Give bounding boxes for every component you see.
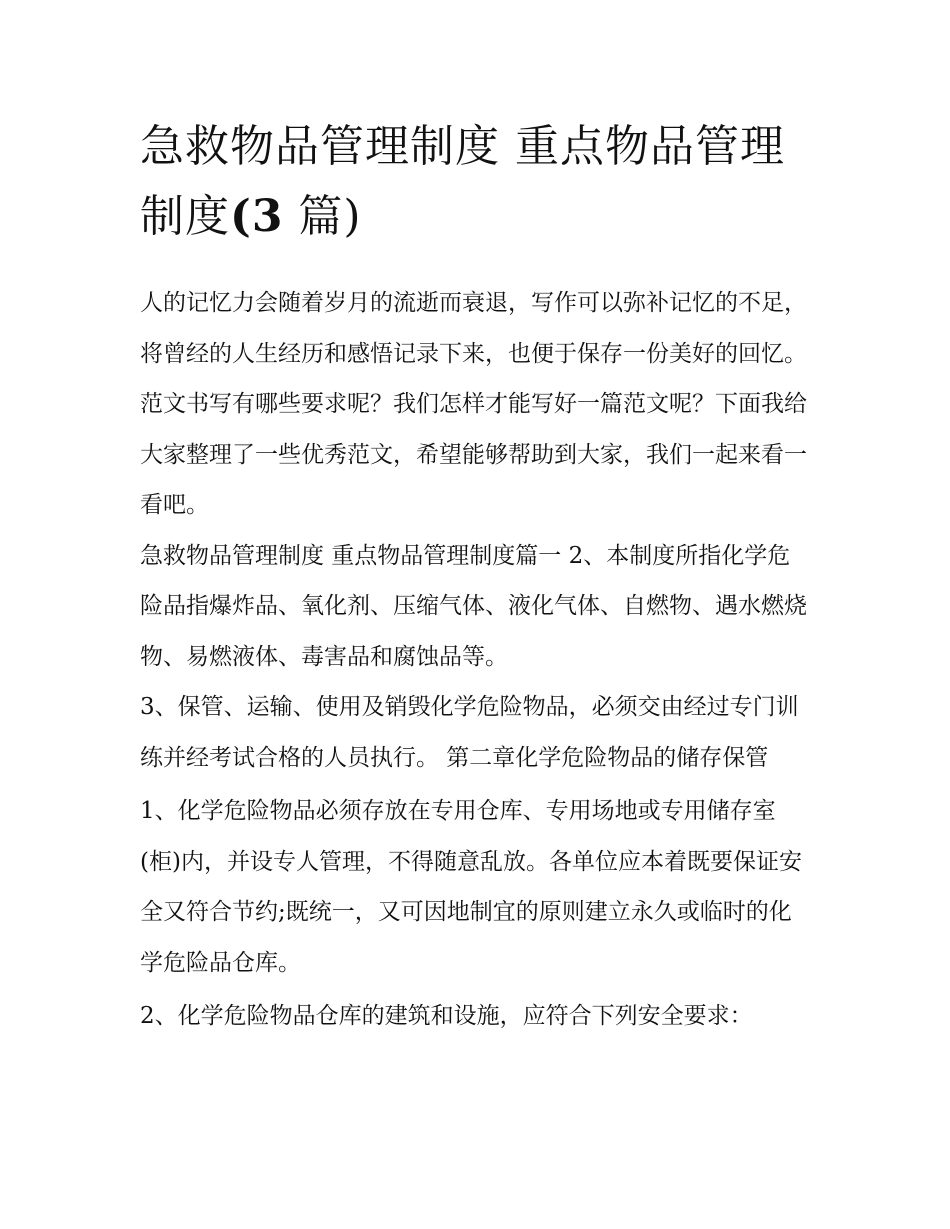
body-paragraph-3: 1、化学危险物品必须存放在专用仓库、专用场地或专用储存室(柜)内，并设专人管理，不得随意乱放。各单位应本着既要保证安全又符合节约;既统一，又可因地制宜的原则建立永久或临时的化学危险品仓库。 [140,798,802,976]
body-paragraph-2: 3、保管、运输、使用及销毁化学危险物品，必须交由经过专门训练并经考试合格的人员执行。 第二章化学危险物品的储存保管 [140,694,799,771]
document-page [140,112,812,1042]
document-title [140,112,812,252]
intro-paragraph: 人的记忆力会随着岁月的流逝而衰退，写作可以弥补记忆的不足，将曾经的人生经历和感悟记录下来，也便于保存一份美好的回忆。范文书写有哪些要求呢？我们怎样才能写好一篇范文呢？下面我给大家整理了一些优秀范文，希望能够帮助到大家，我们一起来看一看吧。 [140,290,807,518]
title-text-suffix: 篇) [283,191,362,242]
body-paragraph-4: 2、化学危险物品仓库的建筑和设施，应符合下列安全要求： [140,1003,753,1029]
title-text-count: (3 [230,191,284,242]
body-paragraph-1: 急救物品管理制度 重点物品管理制度篇一 2、本制度所指化学危险品指爆炸品、氧化剂、压缩气体、液化气体、自燃物、遇水燃烧物、易燃液体、毒害品和腐蚀品等。 [140,542,807,670]
title-text-main: 急救物品管理制度 重点物品管理制度 [140,121,785,242]
